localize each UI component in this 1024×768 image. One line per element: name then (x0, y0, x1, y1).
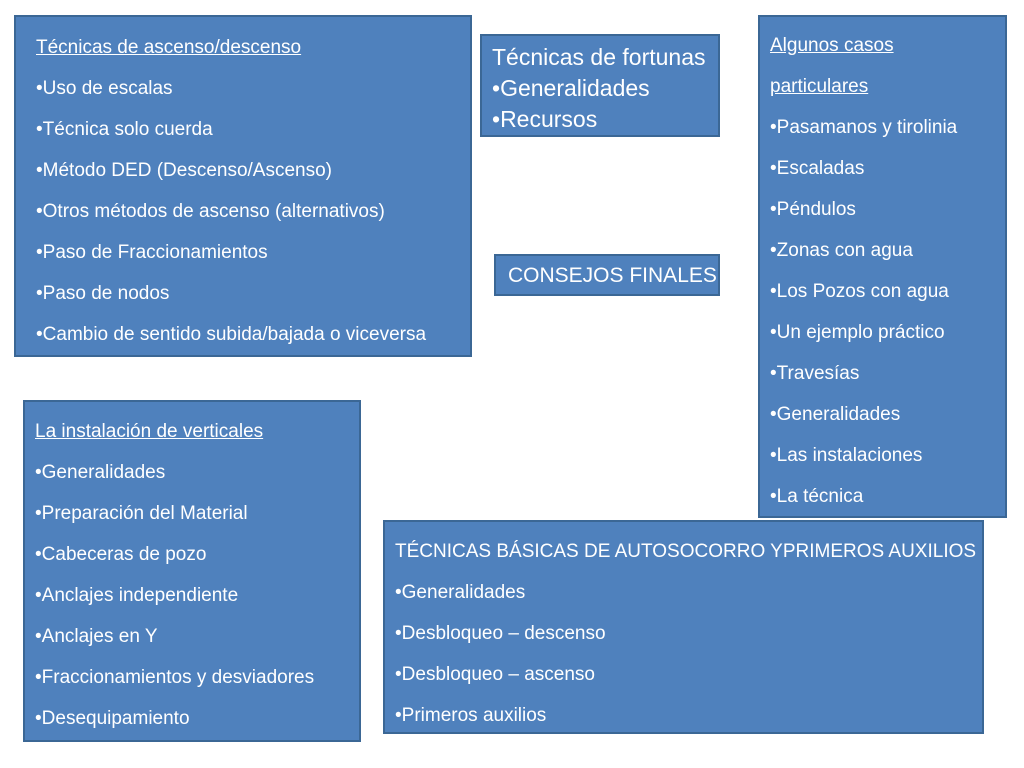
list-item: • Generalidades (492, 73, 712, 104)
list-item: • Anclajes en Y (35, 622, 355, 663)
list-item: • Paso de nodos (36, 279, 460, 320)
list-item: • Preparación del Material (35, 499, 355, 540)
autosocorro-heading: TÉCNICAS BÁSICAS DE AUTOSOCORRO YPRIMEROS AUXILIOS (395, 541, 977, 562)
list-item: • Técnica solo cuerda (36, 115, 460, 156)
autosocorro-box (383, 520, 984, 734)
instalacion-verticales-box (23, 400, 361, 742)
list-item: • Escaladas (770, 154, 1001, 195)
ascenso-descenso-box (14, 15, 472, 357)
list-item: • Desbloqueo – descenso (395, 619, 978, 660)
list-item: • Cabeceras de pozo (35, 540, 355, 581)
list-item: • Zonas con agua (770, 236, 1001, 277)
list-item: • Generalidades (770, 400, 1001, 441)
list-item: • Los Pozos con agua (770, 277, 1001, 318)
list-item: • Pasamanos y tirolinia (770, 113, 1001, 154)
list-item: • Método DED (Descenso/Ascenso) (36, 156, 460, 197)
fortunas-heading: Técnicas de fortunas (492, 44, 706, 70)
list-item: • Uso de escalas (36, 74, 460, 115)
list-item: • Desequipamiento (35, 704, 355, 745)
list-item: • Anclajes independiente (35, 581, 355, 622)
list-item: • Recursos (492, 104, 712, 135)
list-item: • Las instalaciones (770, 441, 1001, 482)
autosocorro-list (395, 578, 978, 742)
list-item: • Generalidades (35, 458, 355, 499)
casos-particulares-box (758, 15, 1007, 518)
casos-heading-line2: particulares (770, 76, 869, 97)
list-item: • Un ejemplo práctico (770, 318, 1001, 359)
list-item: • Primeros auxilios (395, 701, 978, 742)
casos-heading-line1: Algunos casos (770, 35, 894, 56)
list-item: • Generalidades (395, 578, 978, 619)
list-item: • La técnica (770, 482, 1001, 523)
instalacion-heading: La instalación de verticales (35, 421, 264, 442)
list-item: • Otros métodos de ascenso (alternativos) (36, 197, 460, 238)
instalacion-list (35, 458, 355, 745)
consejos-finales-box (494, 254, 720, 296)
consejos-finales-label: CONSEJOS FINALES (508, 264, 717, 287)
list-item: • Desbloqueo – ascenso (395, 660, 978, 701)
list-item: • Péndulos (770, 195, 1001, 236)
ascenso-descenso-list (36, 74, 460, 361)
list-item: • Paso de Fraccionamientos (36, 238, 460, 279)
fortunas-box (480, 34, 720, 137)
ascenso-descenso-heading: Técnicas de ascenso/descenso (36, 37, 302, 58)
list-item: • Cambio de sentido subida/bajada o viceversa (36, 320, 460, 361)
list-item: • Fraccionamientos y desviadores (35, 663, 355, 704)
fortunas-list (492, 73, 712, 135)
casos-list (770, 113, 1001, 523)
list-item: • Travesías (770, 359, 1001, 400)
